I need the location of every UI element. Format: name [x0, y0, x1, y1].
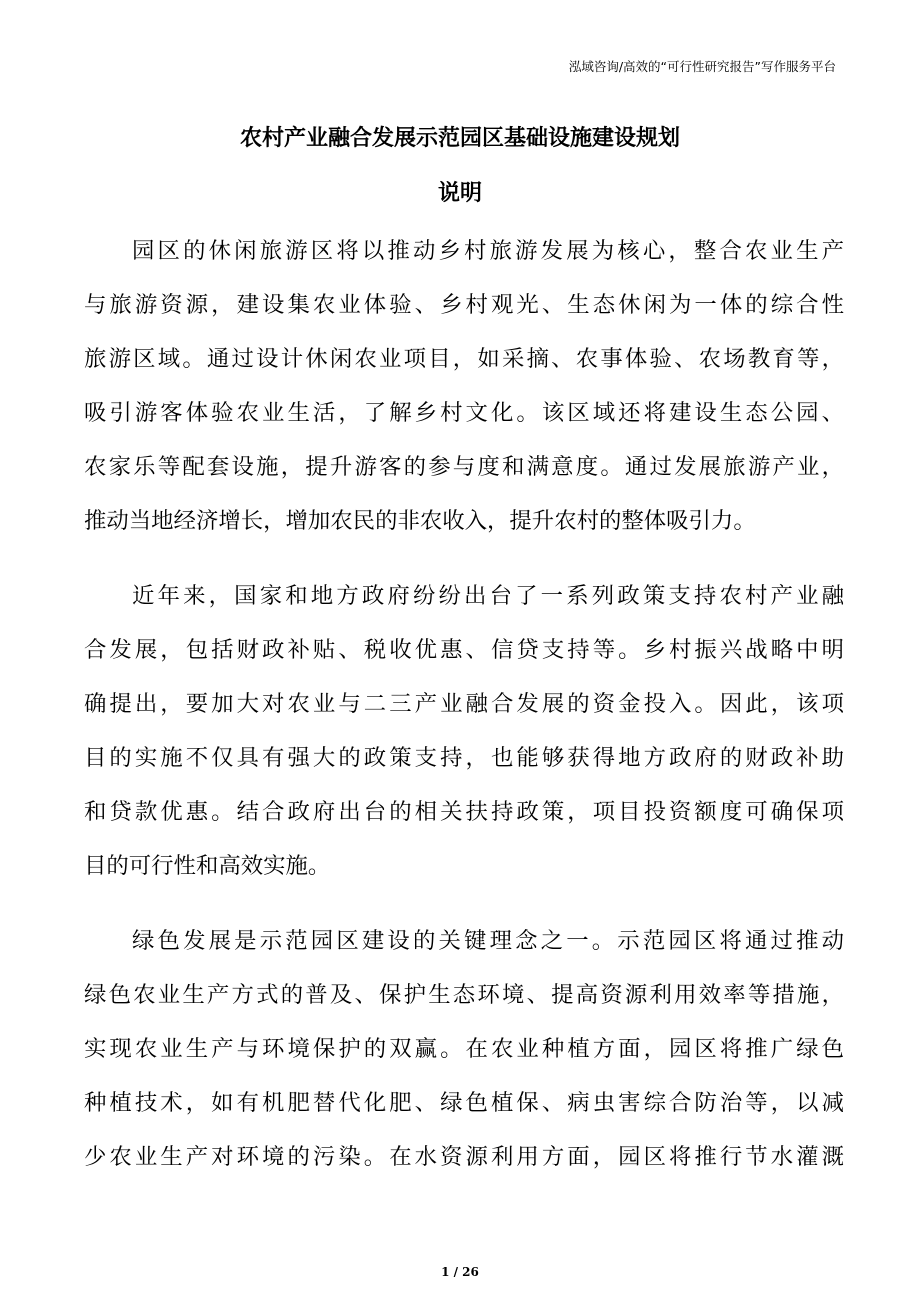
paragraph-leisure-tourism — [84, 232, 844, 556]
text-line: 园区的休闲旅游区将以推动乡村旅游发展为核心，整合农业生产 — [132, 238, 844, 264]
paragraph-policy-support — [84, 577, 844, 901]
text-line: 旅游区域。通过设计休闲农业项目，如采摘、农事体验、农场教育等， — [84, 346, 844, 372]
paragraph-green-development — [84, 922, 844, 1192]
document-title: 农村产业融合发展示范园区基础设施建设规划 — [239, 126, 680, 151]
document-subtitle: 说明 — [437, 181, 482, 206]
text-line: 少农业生产对环境的污染。在水资源利用方面，园区将推行节水灌溉 — [84, 1144, 844, 1170]
text-line: 和贷款优惠。结合政府出台的相关扶持政策，项目投资额度可确保项 — [84, 799, 844, 825]
text-line: 农家乐等配套设施，提升游客的参与度和满意度。通过发展旅游产业， — [84, 454, 844, 480]
text-line: 绿色发展是示范园区建设的关键理念之一。示范园区将通过推动 — [132, 928, 844, 954]
text-line: 与旅游资源，建设集农业体验、乡村观光、生态休闲为一体的综合性 — [84, 292, 844, 318]
text-line: 绿色农业生产方式的普及、保护生态环境、提高资源利用效率等措施， — [84, 982, 844, 1008]
document-body — [84, 232, 844, 1213]
text-line: 目的实施不仅具有强大的政策支持，也能够获得地方政府的财政补助 — [84, 745, 844, 771]
text-line: 推动当地经济增长，增加农民的非农收入，提升农村的整体吸引力。 — [84, 508, 756, 534]
text-line: 合发展，包括财政补贴、税收优惠、信贷支持等。乡村振兴战略中明 — [84, 637, 844, 663]
header-note: 泓域咨询/高效的“可行性研究报告”写作服务平台 — [568, 59, 836, 74]
text-line: 实现农业生产与环境保护的双赢。在农业种植方面，园区将推广绿色 — [84, 1036, 844, 1062]
text-line: 种植技术，如有机肥替代化肥、绿色植保、病虫害综合防治等，以减 — [84, 1090, 844, 1116]
text-line: 确提出，要加大对农业与二三产业融合发展的资金投入。因此，该项 — [84, 691, 844, 717]
text-line: 目的可行性和高效实施。 — [84, 853, 331, 879]
text-line: 近年来，国家和地方政府纷纷出台了一系列政策支持农村产业融 — [132, 583, 844, 609]
page-number: 1 / 26 — [441, 1265, 479, 1279]
text-line: 吸引游客体验农业生活，了解乡村文化。该区域还将建设生态公园、 — [84, 400, 844, 426]
